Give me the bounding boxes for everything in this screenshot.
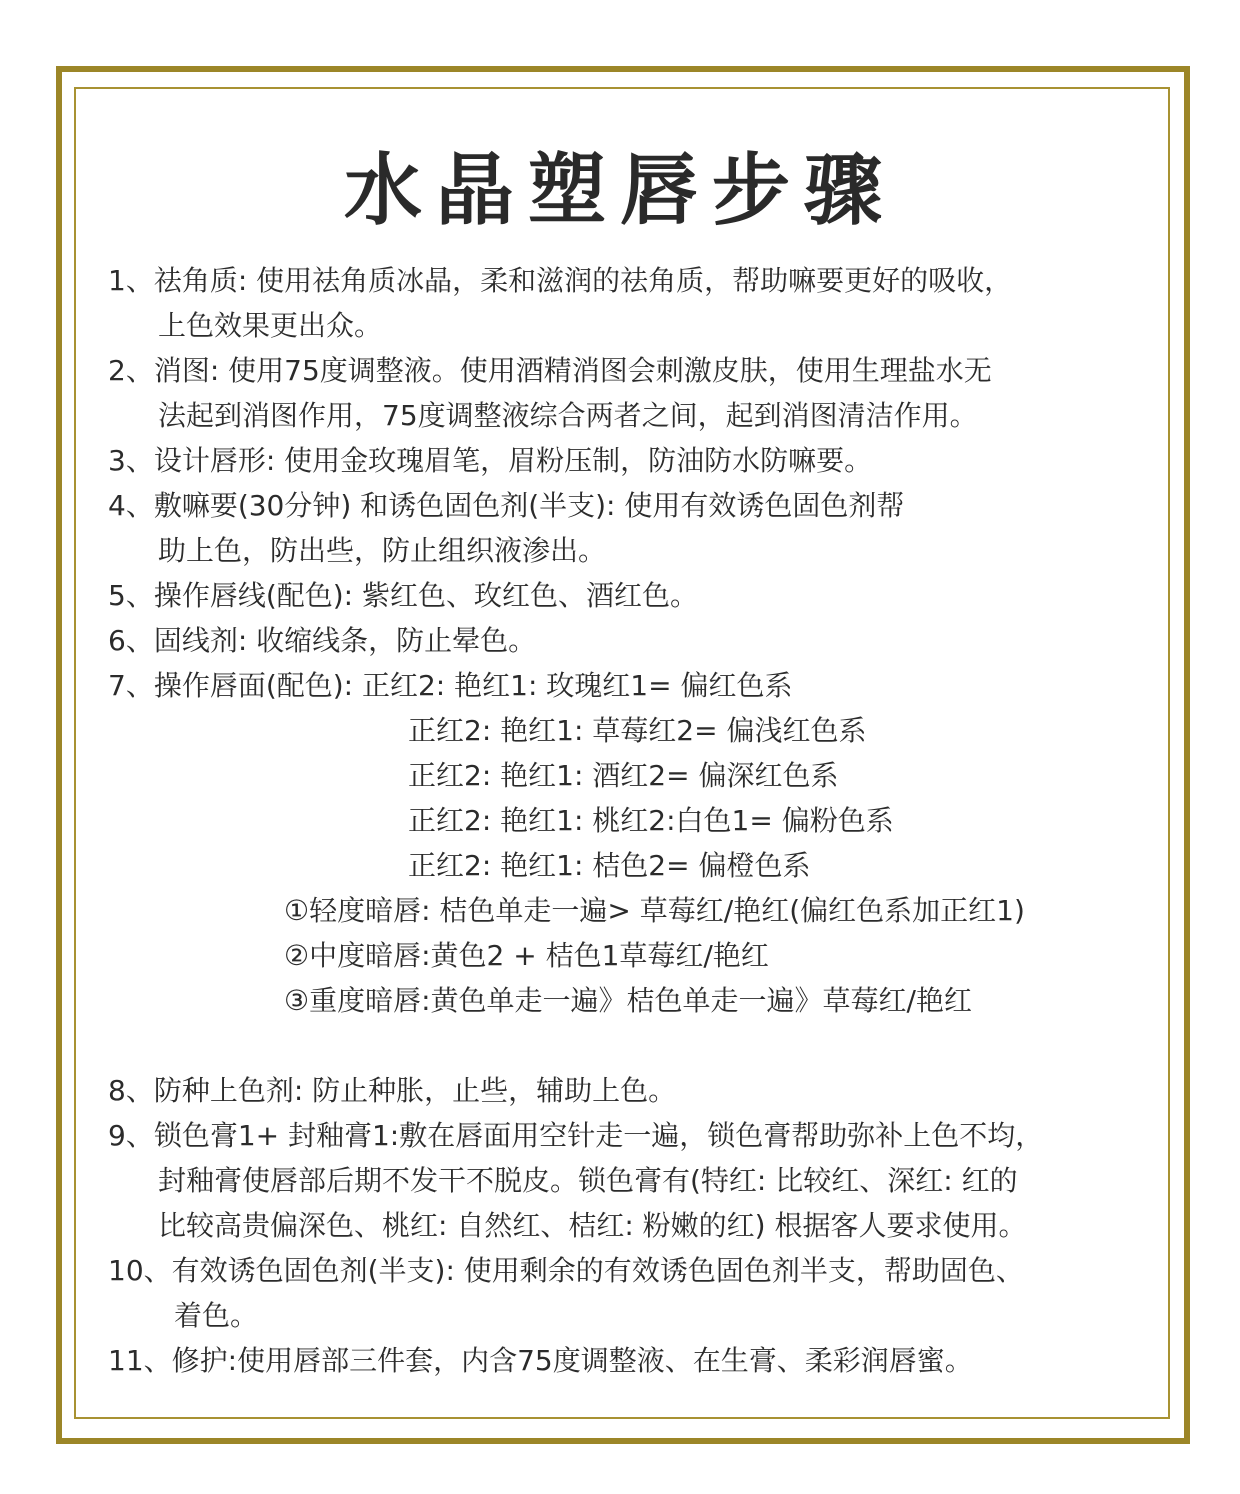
step-7-formula-3: 正红2: 艳红1: 酒红2= 偏深红色系 (408, 759, 839, 792)
step-7-line-1: 7、操作唇面(配色): 正红2: 艳红1: 玫瑰红1= 偏红色系 (108, 669, 793, 702)
step-2-line-2: 法起到消图作用，75度调整液综合两者之间，起到消图清洁作用。 (158, 399, 978, 432)
step-10-line-1: 10、有效诱色固色剂(半支): 使用剩余的有效诱色固色剂半支，帮助固色、 (108, 1254, 1024, 1287)
step-7-formula-2: 正红2: 艳红1: 草莓红2= 偏浅红色系 (408, 714, 867, 747)
step-7-formula-4: 正红2: 艳红1: 桃红2:白色1= 偏粉色系 (408, 804, 894, 837)
step-7-medium-dark-lip: ②中度暗唇:黄色2 + 桔色1草莓红/艳红 (284, 939, 769, 972)
step-2-line-1: 2、消图: 使用75度调整液。使用酒精消图会刺激皮肤，使用生理盐水无 (108, 354, 992, 387)
step-9-line-2: 封釉膏使唇部后期不发干不脱皮。锁色膏有(特红: 比较红、深红: 红的 (158, 1164, 1018, 1197)
step-6-line: 6、固线剂: 收缩线条，防止晕色。 (108, 624, 537, 657)
step-7-heavy-dark-lip: ③重度暗唇:黄色单走一遍》桔色单走一遍》草莓红/艳红 (284, 984, 972, 1017)
step-3-line: 3、设计唇形: 使用金玫瑰眉笔，眉粉压制，防油防水防嘛要。 (108, 444, 873, 477)
step-8-line: 8、防种上色剂: 防止种胀，止些，辅助上色。 (108, 1074, 677, 1107)
step-5-line: 5、操作唇线(配色): 紫红色、玫红色、酒红色。 (108, 579, 698, 612)
step-7-formula-5: 正红2: 艳红1: 桔色2= 偏橙色系 (408, 849, 811, 882)
step-7-mild-dark-lip: ①轻度暗唇: 桔色单走一遍> 草莓红/艳红(偏红色系加正红1) (284, 894, 1025, 927)
step-1-line-2: 上色效果更出众。 (158, 309, 383, 342)
step-10-line-2: 着色。 (174, 1299, 259, 1332)
step-9-line-1: 9、锁色膏1+ 封釉膏1:敷在唇面用空针走一遍，锁色膏帮助弥补上色不均， (108, 1119, 1044, 1152)
step-4-line-2: 助上色，防出些，防止组织液渗出。 (158, 534, 607, 567)
step-1-line-1: 1、祛角质: 使用祛角质冰晶，柔和滋润的祛角质，帮助嘛要更好的吸收， (108, 264, 1013, 297)
step-4-line-1: 4、敷嘛要(30分钟) 和诱色固色剂(半支): 使用有效诱色固色剂帮 (108, 489, 905, 522)
step-9-line-3: 比较高贵偏深色、桃红: 自然红、桔红: 粉嫩的红) 根据客人要求使用。 (158, 1209, 1027, 1242)
step-11-line: 11、修护:使用唇部三件套，内含75度调整液、在生膏、柔彩润唇蜜。 (108, 1344, 973, 1377)
page-title: 水晶塑唇步骤 (343, 146, 896, 236)
